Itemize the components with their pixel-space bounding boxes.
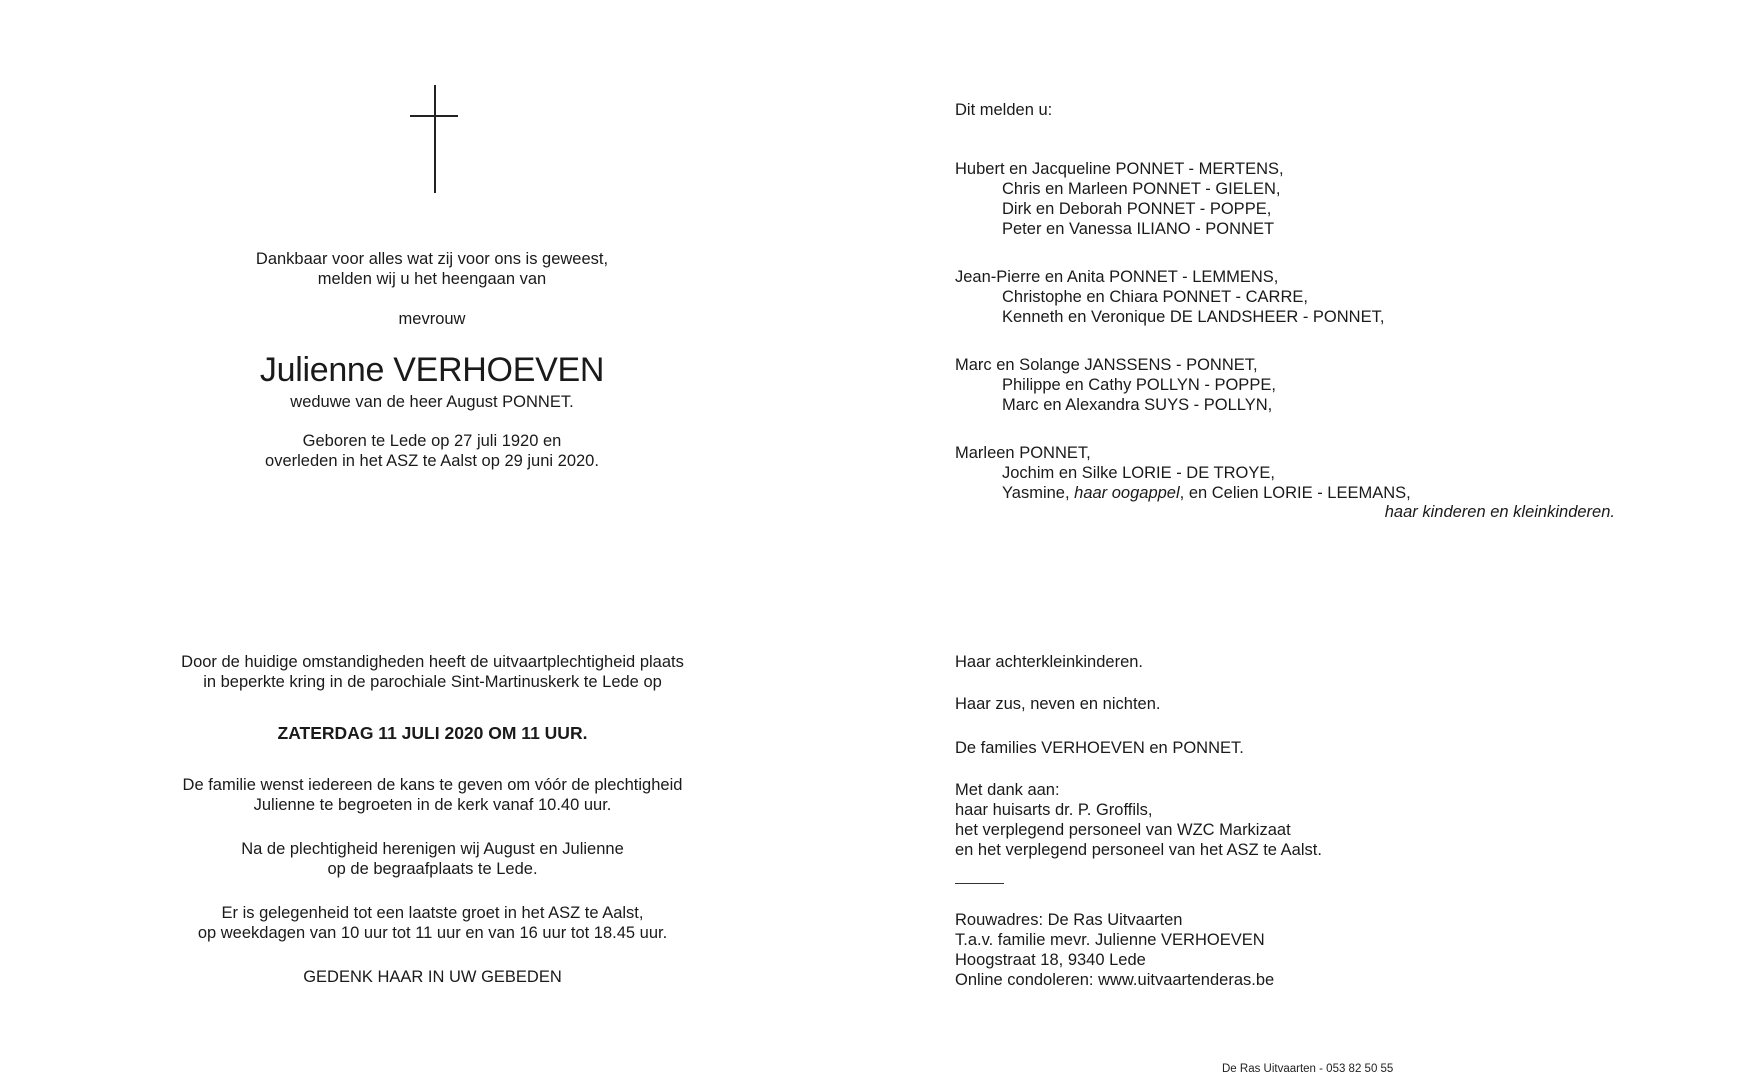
honorific: mevrouw [398, 310, 466, 328]
grandchild-rest: , en Celien LORIE - LEEMANS, [1179, 484, 1411, 502]
birth-death-text [232, 431, 632, 471]
family-child: Jochim en Silke LORIE - DE TROYE, [1002, 464, 1275, 482]
family-group [955, 443, 1411, 503]
family-child: Peter en Vanessa ILIANO - PONNET [1002, 220, 1275, 238]
family-child: Dirk en Deborah PONNET - POPPE, [1002, 200, 1272, 218]
ceremony-text [130, 652, 735, 692]
cross-icon [410, 85, 458, 193]
greeting-text [130, 775, 735, 815]
address-line: Hoogstraat 18, 9340 Lede [955, 951, 1146, 969]
ceremony-line: in beperkte kring in de parochiale Sint-Martinuskerk te Lede op [203, 673, 662, 691]
family-main: Marc en Solange JANSSENS - PONNET, [955, 356, 1258, 374]
family-child: Chris en Marleen PONNET - GIELEN, [1002, 180, 1281, 198]
family-group [955, 355, 1411, 415]
widow-line: weduwe van de heer August PONNET. [290, 393, 574, 411]
family-child: Marc en Alexandra SUYS - POLLYN, [1002, 396, 1273, 414]
family-main: Hubert en Jacqueline PONNET - MERTENS, [955, 160, 1284, 178]
thanks-line: het verplegend personeel van WZC Markizaat [955, 821, 1291, 839]
farewell-line: Er is gelegenheid tot een laatste groet in het ASZ te Aalst, [221, 904, 644, 922]
burial-line: Na de plechtigheid herenigen wij August en Julienne [241, 840, 624, 858]
thanks-heading: Met dank aan: [955, 781, 1060, 799]
death-line: overleden in het ASZ te Aalst op 29 juni 2020. [265, 452, 599, 470]
intro-line: melden wij u het heengaan van [317, 270, 547, 288]
family-child: Kenneth en Veronique DE LANDSHEER - PONNET, [1002, 308, 1385, 326]
family-child: Christophe en Chiara PONNET - CARRE, [1002, 288, 1308, 306]
family-child [955, 483, 1411, 503]
deceased-name: Julienne VERHOEVEN [259, 351, 605, 389]
intro-line: Dankbaar voor alles wat zij voor ons is geweest, [255, 250, 609, 268]
announcers-heading: Dit melden u: [955, 101, 1053, 119]
family-group [955, 159, 1411, 239]
family-main: Jean-Pierre en Anita PONNET - LEMMENS, [955, 268, 1279, 286]
great-grandchildren-line: Haar achterkleinkinderen. [955, 653, 1144, 671]
greeting-line: De familie wenst iedereen de kans te geven om vóór de plechtigheid [182, 776, 683, 794]
address-line: T.a.v. familie mevr. Julienne VERHOEVEN [955, 931, 1265, 949]
farewell-line: op weekdagen van 10 uur tot 11 uur en van 16 uur tot 18.45 uur. [197, 924, 668, 942]
grandchild-note: haar oogappel [1074, 484, 1180, 502]
condolence-link: Online condoleren: www.uitvaartenderas.be [955, 971, 1275, 989]
prayer-request: GEDENK HAAR IN UW GEBEDEN [303, 968, 562, 986]
grandchild-name: Yasmine, [1002, 484, 1075, 502]
family-list [955, 159, 1411, 531]
address-block [955, 910, 1274, 990]
families-line: De families VERHOEVEN en PONNET. [955, 739, 1244, 757]
birth-line: Geboren te Lede op 27 juli 1920 en [302, 432, 562, 450]
family-child: Philippe en Cathy POLLYN - POPPE, [1002, 376, 1276, 394]
burial-line: op de begraafplaats te Lede. [327, 860, 538, 878]
family-signature: haar kinderen en kleinkinderen. [1384, 503, 1615, 521]
footer-credit: De Ras Uitvaarten - 053 82 50 55 [1222, 1063, 1394, 1075]
thanks-block [955, 780, 1322, 860]
ceremony-line: Door de huidige omstandigheden heeft de uitvaartplechtigheid plaats [181, 653, 684, 671]
burial-text [130, 839, 735, 879]
relatives-line: Haar zus, neven en nichten. [955, 695, 1161, 713]
intro-text [232, 249, 632, 289]
divider [955, 883, 1004, 884]
family-main: Marleen PONNET, [955, 444, 1091, 462]
farewell-text [130, 903, 735, 943]
family-group [955, 267, 1411, 327]
address-line: Rouwadres: De Ras Uitvaarten [955, 911, 1183, 929]
thanks-line: en het verplegend personeel van het ASZ te Aalst. [955, 841, 1322, 859]
thanks-line: haar huisarts dr. P. Groffils, [955, 801, 1153, 819]
ceremony-date: ZATERDAG 11 JULI 2020 OM 11 UUR. [277, 723, 588, 743]
greeting-line: Julienne te begroeten in de kerk vanaf 10.40 uur. [253, 796, 612, 814]
